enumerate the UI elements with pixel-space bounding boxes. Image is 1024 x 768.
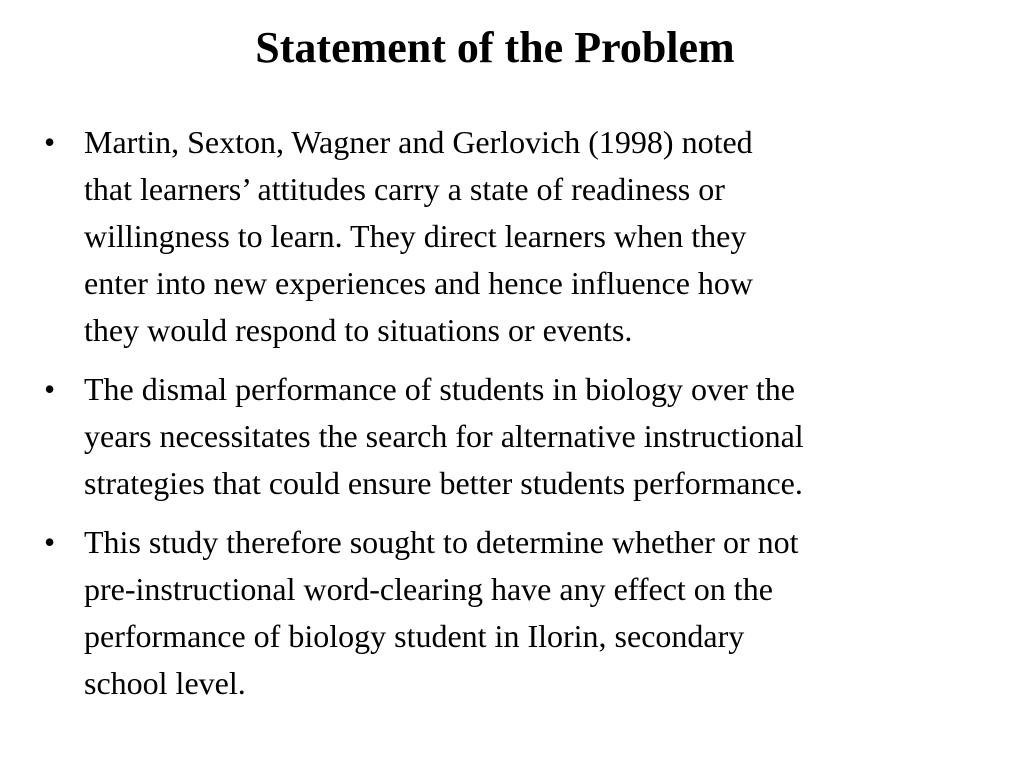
- bullet-line: years necessitates the search for alternative instructional: [84, 418, 804, 454]
- bullet-list: [40, 119, 990, 719]
- bullet-marker: •: [44, 371, 56, 407]
- bullet-marker: •: [44, 524, 56, 560]
- bullet-marker: •: [44, 124, 56, 160]
- bullet-item-2: [40, 366, 990, 507]
- bullet-line: school level.: [84, 665, 246, 701]
- bullet-item-1: [40, 119, 990, 354]
- bullet-line: that learners’ attitudes carry a state of readiness or: [84, 171, 725, 207]
- slide-title: Statement of the Problem: [255, 23, 735, 72]
- bullet-line: pre-instructional word-clearing have any effect on the: [84, 571, 773, 607]
- bullet-item-3: [40, 519, 990, 707]
- bullet-line: enter into new experiences and hence influence how: [84, 265, 754, 301]
- bullet-line: strategies that could ensure better students performance.: [84, 465, 803, 501]
- bullet-line: The dismal performance of students in biology over the: [84, 371, 795, 407]
- bullet-line: they would respond to situations or events.: [84, 312, 633, 348]
- bullet-line: willingness to learn. They direct learners when they: [84, 218, 747, 254]
- bullet-line: This study therefore sought to determine whether or not: [84, 524, 799, 560]
- bullet-line: performance of biology student in Ilorin, secondary: [84, 618, 745, 654]
- bullet-line: Martin, Sexton, Wagner and Gerlovich (1998) noted: [84, 124, 753, 160]
